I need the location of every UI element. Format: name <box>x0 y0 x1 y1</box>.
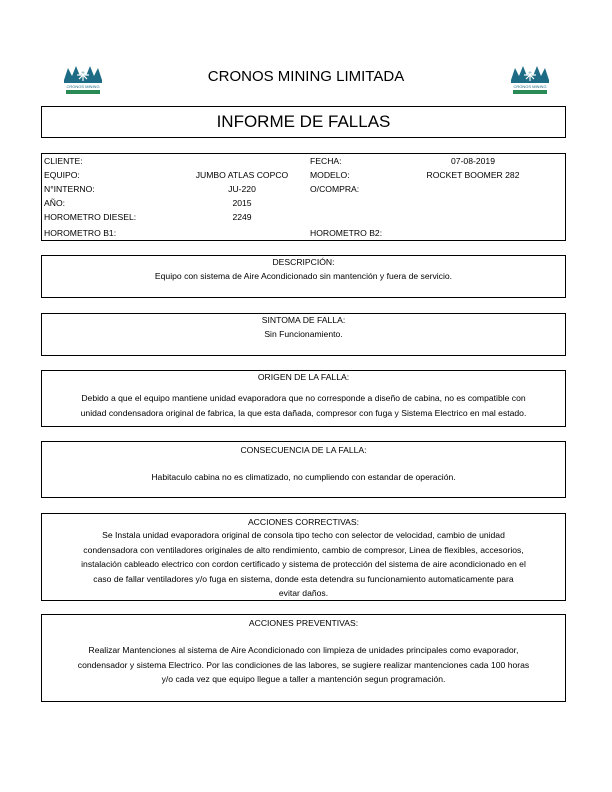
acciones-correctivas-section <box>41 513 566 601</box>
company-name: CRONOS MINING LIMITADA <box>207 68 405 85</box>
snowflake-logo-icon <box>60 64 106 96</box>
section-text-line: evitar daños. <box>278 588 329 598</box>
section-text-line: Debido a que el equipo mantiene unidad evaporadora que no corresponde a diseño de cabina, no es compatible con <box>81 393 526 403</box>
section-title: ORIGEN DE LA FALLA: <box>257 372 350 382</box>
consecuencia-section <box>41 441 566 498</box>
horometro-diesel-value: 2249 <box>232 212 252 222</box>
anio-value: 2015 <box>232 198 252 208</box>
company-logo-right <box>507 64 553 96</box>
ocompra-label: O/COMPRA: <box>310 184 360 194</box>
section-text-line: condensadora con ventiladores originales de alto rendimiento, cambio de compresor, Linea de flexibles, accesorios, <box>83 544 524 555</box>
modelo-value: ROCKET BOOMER 282 <box>426 170 520 180</box>
modelo-label: MODELO: <box>310 170 350 180</box>
report-title: INFORME DE FALLAS <box>41 106 566 138</box>
section-text-line: y/o cada vez que equipo llegue a taller a mantención segun programación. <box>161 674 446 684</box>
interno-label: N°INTERNO: <box>44 184 95 194</box>
interno-value: JU-220 <box>228 184 256 194</box>
origen-section <box>41 370 566 427</box>
svg-text:CRONOS MINING: CRONOS MINING <box>513 84 547 89</box>
sintoma-section <box>41 313 566 356</box>
equipment-info <box>41 153 566 241</box>
cliente-label: CLIENTE: <box>44 156 83 166</box>
fecha-value: 07-08-2019 <box>451 156 495 166</box>
section-title: SINTOMA DE FALLA: <box>261 315 346 325</box>
section-text-line: Realizar Mantenciones al sistema de Aire Acondicionado con limpieza de unidades principales como evaporador, <box>88 645 519 655</box>
section-text-line: Sin Funcionamiento. <box>264 329 343 339</box>
section-title: DESCRIPCIÓN: <box>272 257 335 267</box>
acciones-preventivas-section <box>41 614 566 702</box>
svg-text:CRONOS MINING: CRONOS MINING <box>66 84 100 89</box>
descripcion-section <box>41 255 566 298</box>
section-text-line: condensador y sistema Electrico. Por las condiciones de las labores, se sugiere realizar mantenciones cada 100 horas <box>77 659 530 670</box>
section-text-line: instalación cableado electrico con cordon certificado y sistema de protección del sistema de aire acondicionado en el <box>81 559 526 569</box>
section-title: ACCIONES PREVENTIVAS: <box>248 618 359 628</box>
section-text-line: unidad condensadora original de fabrica, la que esta dañada, compresor con fuga y Sistema Electrico en mal estado. <box>80 407 527 418</box>
horometro-diesel-label: HOROMETRO DIESEL: <box>44 212 137 222</box>
horometro-b2-label: HOROMETRO B2: <box>310 228 383 238</box>
horometro-b1-label: HOROMETRO B1: <box>44 228 117 238</box>
fecha-label: FECHA: <box>310 156 342 166</box>
section-text-line: Habitaculo cabina no es climatizado, no cumpliendo con estandar de operación. <box>151 472 456 482</box>
equipo-value: JUMBO ATLAS COPCO <box>195 170 289 180</box>
section-text-line: Equipo con sistema de Aire Acondicionado sin mantención y fuera de servicio. <box>154 271 453 281</box>
snowflake-logo-icon <box>507 64 553 96</box>
company-logo-left <box>60 64 106 96</box>
section-title: CONSECUENCIA DE LA FALLA: <box>240 445 367 455</box>
section-text-line: caso de fallar ventiladores y/o fuga en sistema, donde esta detendra su funcionamiento automaticamente para <box>93 573 514 584</box>
equipo-label: EQUIPO: <box>44 170 80 180</box>
section-text-line: Se Instala unidad evaporadora original de consola tipo techo con selector de velocidad, cambio de unidad <box>102 530 505 540</box>
anio-label: AÑO: <box>44 198 66 208</box>
section-title: ACCIONES CORRECTIVAS: <box>247 517 360 527</box>
